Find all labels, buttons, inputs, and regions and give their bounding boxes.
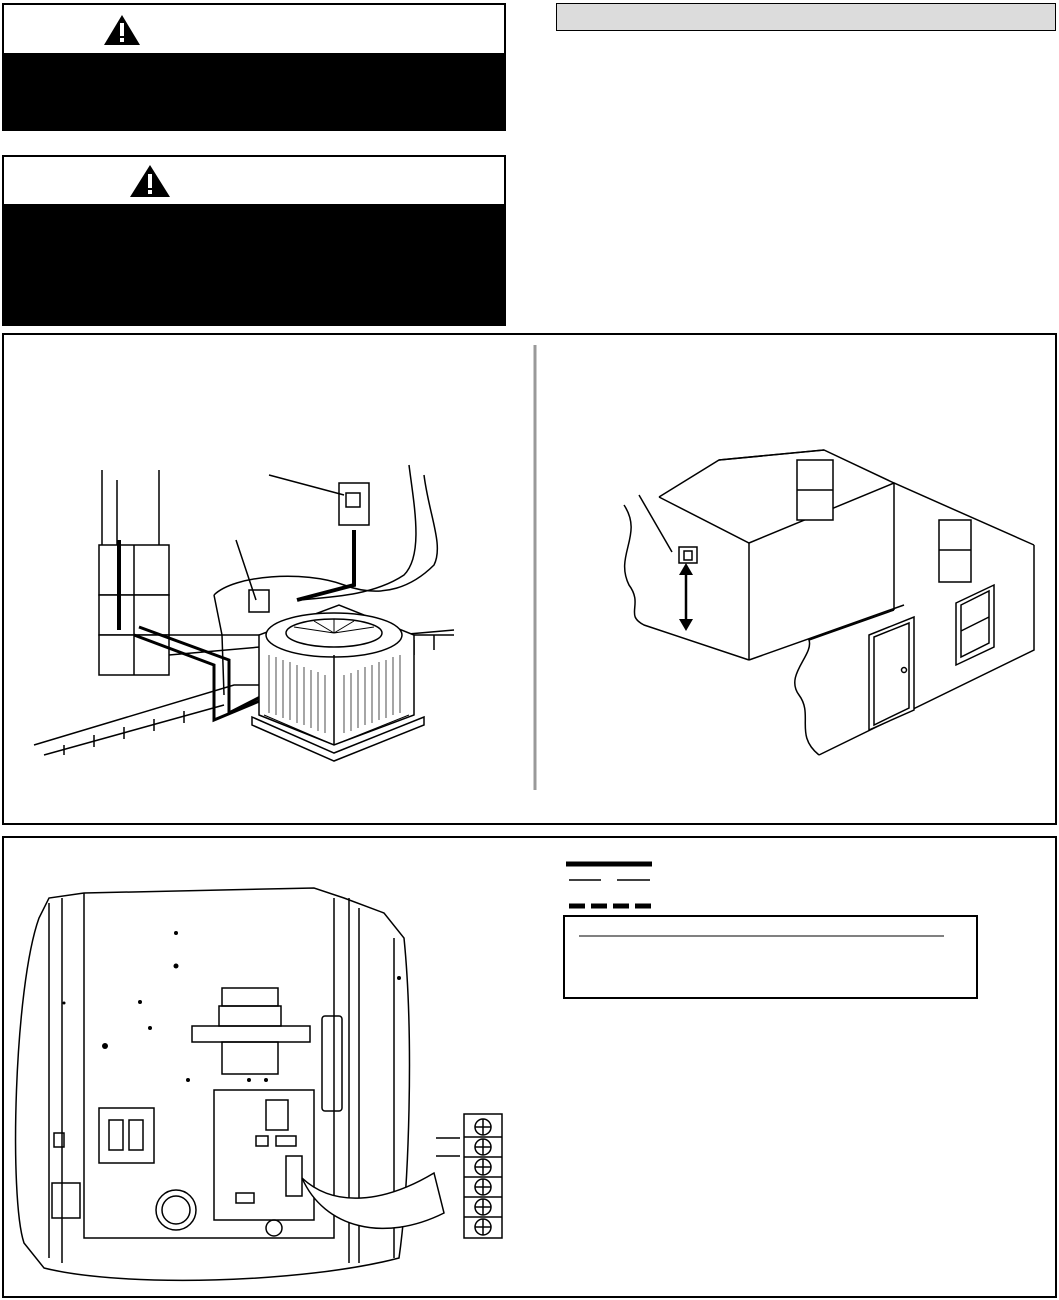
figure-panel-control-box — [2, 836, 1057, 1298]
warning-header-2 — [4, 157, 504, 204]
figure-control-box-drawing — [4, 838, 1055, 1296]
warning-box-2 — [2, 155, 506, 326]
warning-body-1 — [4, 53, 504, 129]
warning-triangle-icon — [102, 13, 142, 47]
warning-triangle-icon — [128, 163, 172, 199]
section-header-bar — [556, 3, 1056, 31]
warning-body-2 — [4, 204, 504, 324]
legend-line-samples — [566, 864, 652, 906]
warning-box-1 — [2, 3, 506, 131]
figure-panel-installation — [2, 333, 1057, 825]
figure-installation-drawings — [4, 335, 1055, 823]
warning-header-1 — [4, 5, 504, 53]
